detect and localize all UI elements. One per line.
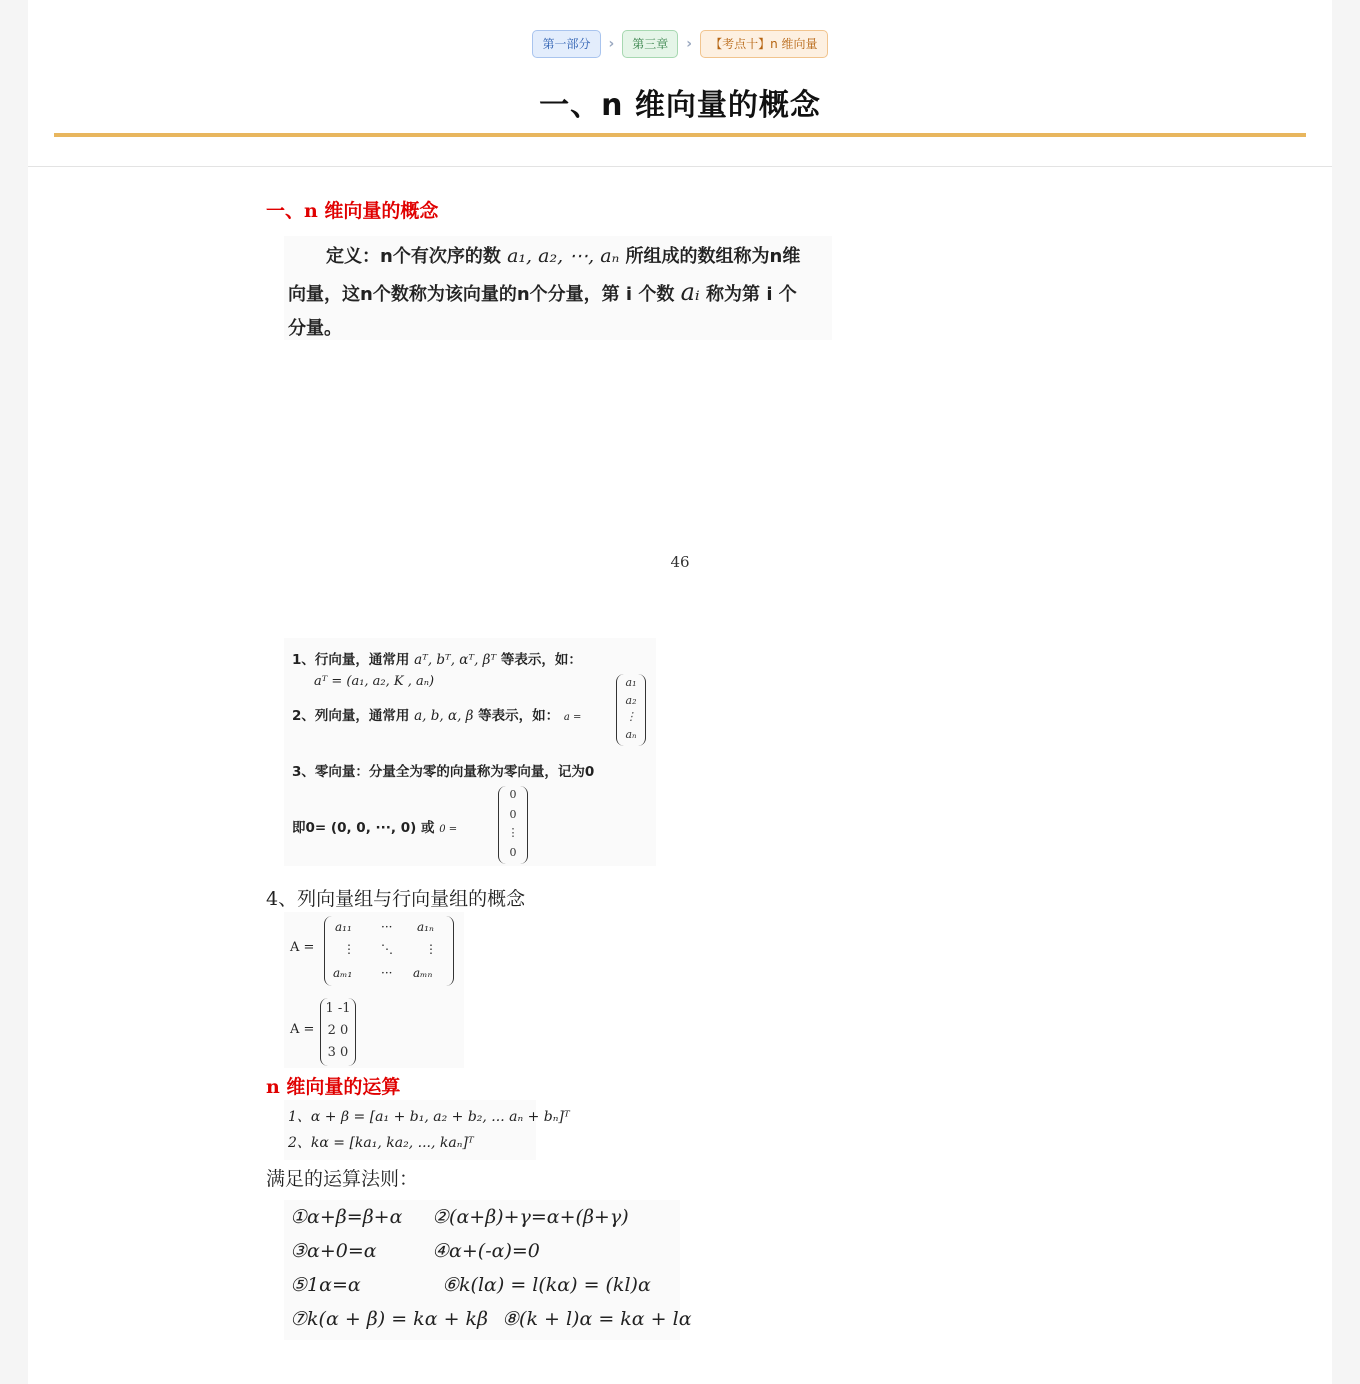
zero-vector-line: 3、零向量：分量全为零的向量称为零向量，记为0 bbox=[292, 764, 595, 780]
definition-line-3: 分量。 bbox=[288, 318, 342, 339]
zero-vector-matrix: 0 0 ⋮ 0 bbox=[498, 786, 528, 864]
operation-add: 1、α + β = [a₁ + b₁, a₂ + b₂, ... aₙ + bₙ]ᵀ bbox=[288, 1109, 570, 1125]
law-1: ①α+β=β+α bbox=[290, 1206, 403, 1228]
row-vector-example: aᵀ = (a₁, a₂, K , aₙ) bbox=[314, 674, 435, 689]
laws-intro: 满足的运算法则： bbox=[266, 1168, 419, 1190]
law-3: ③α+0=α bbox=[290, 1240, 377, 1262]
column-vector-line: 2、列向量，通常用 a, b, α, β 等表示，如： a = bbox=[292, 708, 582, 724]
definition-line-2: 向量，这n个数称为该向量的n个分量，第 i 个数 aᵢ 称为第 i 个 bbox=[288, 278, 797, 306]
breadcrumb-chapter[interactable]: 第三章 bbox=[622, 30, 678, 58]
law-4: ④α+(-α)=0 bbox=[432, 1240, 540, 1262]
law-5: ⑤1α=α bbox=[290, 1274, 361, 1296]
chevron-right-icon: › bbox=[608, 36, 615, 52]
law-7: ⑦k(α + β) = kα + kβ bbox=[290, 1308, 489, 1330]
operations-image bbox=[284, 1100, 570, 1160]
definition-math: aᵢ bbox=[680, 278, 700, 306]
law-6: ⑥k(lα) = l(kα) = (kl)α bbox=[442, 1274, 651, 1296]
definition-math: a₁, a₂, ⋯, aₙ bbox=[507, 245, 620, 267]
section-heading-operations: n 维向量的运算 bbox=[266, 1076, 401, 1098]
breadcrumb bbox=[28, 30, 1332, 58]
example-matrix: 1 -1 2 0 3 0 bbox=[320, 998, 356, 1066]
breadcrumb-topic[interactable]: 【考点十】n 维向量 bbox=[700, 30, 827, 58]
title-underline bbox=[54, 133, 1306, 137]
row-vector-line: 1、行向量，通常用 aᵀ, bᵀ, αᵀ, βᵀ 等表示，如： bbox=[292, 652, 582, 668]
section-heading-concept: 一、n 维向量的概念 bbox=[266, 200, 439, 222]
definition-image bbox=[284, 236, 832, 340]
breadcrumb-part[interactable]: 第一部分 bbox=[532, 30, 600, 58]
general-matrix: a₁₁ ··· a₁ₙ ⋮ ⋱ ⋮ aₘ₁ ··· aₘₙ bbox=[324, 916, 454, 986]
page-number: 46 bbox=[670, 553, 690, 571]
chevron-right-icon: › bbox=[686, 36, 693, 52]
definition-line-1: 定义：n个有次序的数 a₁, a₂, ⋯, aₙ 所组成的数组称为n维 bbox=[326, 245, 801, 267]
vector-types-image bbox=[284, 638, 656, 866]
divider bbox=[28, 166, 1332, 167]
zero-vector-example: 即0= (0, 0, ···, 0) 或 0 = bbox=[292, 820, 458, 836]
vector-group-text: 4、列向量组与行向量组的概念 bbox=[266, 888, 526, 910]
matrix-image: A = a₁₁ ··· a₁ₙ ⋮ ⋱ ⋮ aₘ₁ ··· aₘₙ A = 1 -1 2 0 3 0 bbox=[284, 912, 464, 1068]
laws-image bbox=[284, 1200, 692, 1340]
law-2: ②(α+β)+γ=α+(β+γ) bbox=[432, 1206, 629, 1228]
page-title: 一、n 维向量的概念 bbox=[539, 88, 821, 123]
column-vector-matrix: a₁ a₂ ⋮ aₙ bbox=[616, 674, 646, 746]
operation-scale: 2、kα = [ka₁, ka₂, ..., kaₙ]ᵀ bbox=[288, 1135, 474, 1151]
document-page bbox=[28, 0, 1332, 1384]
law-8: ⑧(k + l)α = kα + lα bbox=[502, 1308, 692, 1330]
